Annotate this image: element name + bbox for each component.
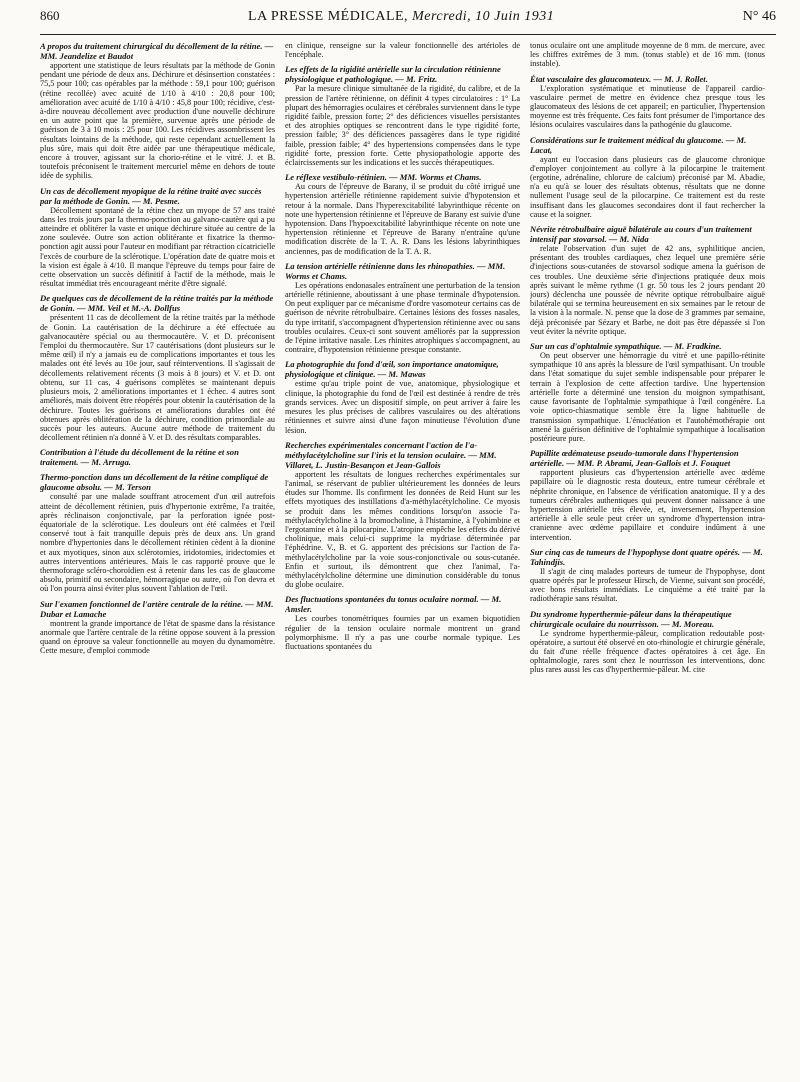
article-title: Du syndrome hyperthermie-pâleur dans la thérapeutique chirurgicale oculaire du nourrisson. — M. Moreau. [530, 608, 732, 629]
column-3 [530, 41, 765, 1081]
article-text: présentent 11 cas de décollement de la rétine traités par la méthode de Gonin. La cautérisation de la déchirure a été effectuée au galvanocautère spécial ou au thermocautère. V. et D. préconisent l'emploi du thermocautère. Sur 17 cautérisations (dont plusieurs sur le même œil) il n'y a jamais eu de complications importantes et tous les malades ont été levés au 10e jour, sauf réinterventions. Il s'agissait de décollements relativement récents (3 mois à 8 jours) et V. et D. ont obtenu, sur 11 cas, 4 guérisons complètes se maintenant depuis plusieurs mois, 2 améliorations importantes et 1 échec. 4 autres sont améliorés, mais doivent être réopérés pour obtenir la cautérisation de la déchirure. Toutes les guérisons et améliorations durables ont été obtenues après oblitération de la déchirure, condition primordiale au succès pour les auteurs. Aucune autre méthode de traitement du décollement rétinien n'a donné à V. et D. des résultats comparables. [40, 313, 275, 443]
article-title: Les effets de la rigidité artérielle sur la circulation rétinienne physiologique et pathologique. — M. Fritz. [285, 64, 501, 85]
article-text: ayant eu l'occasion dans plusieurs cas de glaucome chronique d'employer conjointement au collyre à la pilocarpine le traitement (ergotine, adrénaline, chlorure de calcium) préconisé par M. Abadie, n'a eu qu'à se louer des résultats obtenus, résultats que ne donne nullement l'usage seul de la pilocarpine. Ce traitement est du reste insuffisant dans les glaucomes secondaires dont il faut rechercher la cause et la soigner. [530, 154, 765, 219]
article-title: La photographie du fond d'œil, son importance anatomique, physiologique et clinique. — M. Mawas [285, 359, 499, 380]
article-title: La tension artérielle rétinienne dans les rhinopathies. — MM. Worms et Chams. [285, 260, 506, 281]
article [285, 41, 520, 59]
article-text: L'exploration systématique et minutieuse de l'appareil cardio-vasculaire permet de mettre en évidence chez presque tous les glaucomateux des lésions de cet appareil; en particulier, l'hypertension moyenne est très fréquente. Ces faits font présumer de l'importance des lésions oculaires vasculaires dans la pathogénie du glaucome. [530, 83, 765, 130]
article [285, 359, 520, 434]
article-text: consulté par une malade souffrant atrocement d'un œil autrefois atteint de décollement rétinien, puis d'hypertonie extrême, l'a traitée, après réclinaison conjonctivale, par la perforation ignée post-équatoriale de la sclérotique. Les douleurs ont été calmées et l'œil conservé tout à fait tranquille depuis près de deux ans. Un grand nombre d'hypertonies dans le décollement rétinien cèdent à la dionine et aux myotiques, sinon aux sclérotomies, iridotomies, iridectomies et autres interventions antérieures. Mais le cas rapporté prouve que le thermoforage scléro-choroïdien est à retenir dans les cas de glaucome absolu, primitif ou secondaire, hémorragique ou autre, où l'on devra et où l'on pourra ainsi éviter plus souvent l'ablation de l'œil. [40, 492, 275, 594]
article-title: Un cas de décollement myopique de la rétine traité avec succès par la méthode de Gonin. — M. Pesme. [40, 185, 262, 206]
article [285, 594, 520, 651]
article [40, 472, 275, 593]
article-text: montrent la grande importance de l'état de spasme dans la résistance anormale que l'artère centrale de la rétine oppose souvent à la pression quand on éprouve sa valeur fonctionnelle au moyen du dynamomètre. Cette mesure, d'emploi commode [40, 618, 275, 656]
article-title: Thermo-ponction dans un décollement de la rétine compliqué de glaucome absolu. — M. Terson [40, 472, 269, 493]
article-title: Contribution à l'étude du décollement de la rétine et son traitement. — M. Arruga. [40, 447, 239, 468]
article-title: Sur cinq cas de tumeurs de l'hypophyse dont quatre opérés. — M. Tahindjis. [530, 546, 763, 567]
article-title: A propos du traitement chirurgical du décollement de la rétine. — MM. Jeandelize et Baudot [40, 41, 274, 61]
article [285, 261, 520, 355]
article [530, 41, 765, 69]
article-text: Au cours de l'épreuve de Barany, il se produit du côté irrigué une hypertension artérielle rétinienne rapidement suivie d'hypotension et retour à la normale. Dans l'hyperexcitabilité labyrinthique récente on note une hypertension rétinienne et l'épreuve de Barany est suivie d'une hypotension. Dans l'hypoexcitabilité labyrinthique récente on note une hypertension rétinienne et l'épreuve de Barany n'entraîne qu'une modification discrète de la T. A. R. Dans les lésions labyrinthiques anciennes, pas de modification de la T. A. R. [285, 182, 520, 256]
article-title: Névrite rétrobulbaire aiguë bilatérale au cours d'un traitement intensif par stovarsol. — M. Nida [530, 224, 752, 245]
article [285, 64, 520, 167]
article-title: Recherches expérimentales concernant l'action de l'a-méthylacétylcholine sur l'iris et la tension oculaire. — MM. Villaret, L. Justin-Besançon et Jean-Gallois [285, 439, 497, 470]
article-title: De quelques cas de décollement de la rétine traités par la méthode de Gonin. — MM. Veil et M.-A. Dollfus [40, 293, 274, 314]
article [530, 74, 765, 130]
article-text: Les opérations endonasales entraînent une perturbation de la tension artérielle rétinienne, aboutissant à une phase terminale d'hypotension. On peut expliquer par ce mécanisme d'ordre vasomoteur certains cas de guérison de névrite rétrobulbaire. Certaines lésions des fosses nasales, du type irritatif, s'accompagnent d'hypertension rétinienne avec ou sans troubles oculaires. Ceux-ci sont souvent améliorés par la suppression de l'épine irritative nasale. Les rhinites atrophiques s'accompagnent, au contraire, d'hypotension rétinienne presque constante. [285, 280, 520, 355]
article-text: Décollement spontané de la rétine chez un myope de 57 ans traité dans les trois jours par la thermo-ponction au galvano-cautère qui a pu atteindre et oblitérer la vaste et unique déchirure située au centre de la zone soulevée. Outre son action oblitérante et fixatrice la thermo-ponction agit aussi pour l'auteur en modifiant par rétraction cicatricielle l'excès de courbure de la sclérotique. L'opération date de quatre mois et la vision est égale à 4/10. Il manque l'épreuve du temps pour faire de cette observation un succès définitif à l'actif de la méthode, mais le résultat immédiat très encourageant mérite d'être signalé. [40, 205, 275, 289]
article [285, 440, 520, 590]
article-text: estime qu'au triple point de vue, anatomique, physiologique et clinique, la photographie du fond de l'œil est destinée à rendre de très grands services. Avec un dispositif simple, on peut arriver à faire les mesures les plus précises de calibres vasculaires ou des altérations rétiniennes et suivre ainsi d'une façon minutieuse l'évolution d'une lésion. [285, 379, 520, 435]
header-rule [40, 34, 776, 35]
article [40, 186, 275, 289]
article-title: Considérations sur le traitement médical du glaucome. — M. Lacat, [530, 134, 747, 155]
columns [40, 41, 776, 1081]
issue-number: N° 46 [742, 9, 776, 24]
article-title: Des fluctuations spontanées du tonus oculaire normal. — M. Amsler. [285, 594, 502, 615]
article-text: tonus oculaire ont une amplitude moyenne de 8 mm. de mercure, avec les chiffres extrêmes de 3 mm. (tonus stable) et de 16 mm. (tonus instable). [530, 41, 765, 69]
article-text: apportent les résultats de longues recherches expérimentales sur l'animal, se réservant de publier ultérieurement les données de leurs études sur l'homme. Ils confirment les données de Reid Hunt sur les effets myotiques des instillations d'a-méthylacétylcholine. Ce myosis se produit dans les mêmes conditions lorsqu'on associe l'a-méthylacétylcholine à la bromocholine, à l'histamine, à l'yohimbine et l'ergotamine et à la pilocarpine. L'atropine empêche les effets du dérivé cholinique, mais celui-ci supprime la mydriase déterminée par l'éphédrine. V., B. et G. apportent des précisions sur l'action de l'a-méthylacétylcholine par la voie sous-conjonctivale ou sous-cutanée. Enfin et surtout, ils démontrent que chez l'animal, l'a-méthylacétylcholine détermine une diminution considérable du tonus du globe oculaire. [285, 469, 520, 590]
article-text: Il s'agit de cinq malades porteurs de tumeur de l'hypophyse, dont quatre opérés par le professeur Hirsch, de Vienne, suivant son procédé, avec bons résultats immédiats. Le cinquième a été traité par la radiothérapie sans résultat. [530, 566, 765, 604]
article [40, 41, 275, 181]
article [40, 599, 275, 656]
article-title: Sur l'examen fonctionnel de l'artère centrale de la rétine. — MM. Dubar et Lamache [40, 598, 274, 619]
article [40, 447, 275, 467]
running-header [40, 8, 776, 30]
article [530, 341, 765, 443]
journal-name: LA PRESSE MÉDICALE, [248, 9, 409, 24]
page-number: 860 [40, 8, 60, 23]
article [530, 224, 765, 336]
article-title: Papillite œdémateuse pseudo-tumorale dans l'hypertension artérielle. — MM. P. Abrami, Jean-Gallois et J. Fouquet [530, 448, 739, 469]
article-text: Les courbes tonométriques fournies par un examen biquotidien régulier de la tension oculaire normale montrent un grand polymorphisme. Il n'y a pas une courbe normale typique. Les fluctuations spontanées du [285, 614, 520, 651]
article [530, 448, 765, 542]
article-title: Le réflexe vestibulo-rétinien. — MM. Worms et Chams. [285, 172, 482, 183]
article-text: relate l'observation d'un sujet de 42 ans, syphilitique ancien, présentant des troubles cardiaques, chez lequel une première série d'injections sous-cutanées de stovarsol sodique amena la guérison de ces troubles. Une deuxième série d'injections pratiquée deux mois après suivant le même rythme (1 gr. 50 tous les 2 jours pendant 20 jours) déclencha une poussée de névrite optique rétrobulbaire aiguë bilatérale qui se termina heureusement en six semaines par le retour de la vision à la normale. N. pense que la dose de 3 grammes par semaine, déjà préconisée par Sézary et Barbe, ne doit pas être dépassée si l'on veut éviter la névrite optique. [530, 244, 765, 336]
article [530, 135, 765, 219]
article-text: apportent une statistique de leurs résultats par la méthode de Gonin pendant une période de deux ans. Déchirure et désinsertion constatées : 75,5 pour 100; cas opérables par la méthode : 59,1 pour 100; guérison (rétine recollée) avec acuité de 1/10 à 4/10 : 20,8 pour 100; amélioration avec acuité de 1/10 à 4/10 : 45,8 pour 100; récidive, c'est-à-dire nouveau décollement avec production d'une nouvelle déchirure en un autre point que la première, survenue après une période de guérison de 3 à 10 mois : 25 pour 100. Les récidives assombrissent les résultats lointains de la méthode, qui reste cependant actuellement la plus sûre, mais qui doit être aidée par une thérapeutique médicale, encore à trouver, agissant sur la chorio-rétine et le vitré. J. et B. toutefois préconisent le traitement mercuriel même en dehors de toute idée de syphilis. [40, 61, 275, 181]
article-text: Le syndrome hyperthermie-pâleur, complication redoutable post-opératoire, a surtout été observé en oto-rhinologie et chirurgie générale, du fait d'une réelle fréquence d'actes opératoires à cet âge. En ophtalmologie, rares sont chez le nourrisson les interventions, donc plus rares aussi les cas d'hyperthermie-pâleur. M. cite [530, 628, 765, 675]
article-title: État vasculaire des glaucomateux. — M. J. Rollet. [530, 73, 708, 84]
journal-title [248, 9, 554, 25]
article-text: Par la mesure clinique simultanée de la rigidité, du calibre, et de la pression de l'artère rétinienne, on définit 4 types circulatoires : 1° La plupart des hémorragies oculaires et cérébrales surviennent dans le type rigidité faible, pression forte; 2° des déficiences visuelles persistantes et des atrophies optiques se rencontrent dans le type rigidité forte, pression faible; 3° des déficiences passagères dans le type rigidité faible, pression faible; 4° des hypertensions compensées dans le type rigidité forte, pression forte. Cette physiopathologie apporte des éclaircissements sur les indications et les succès thérapeutiques. [285, 84, 520, 168]
article [285, 172, 520, 256]
article [530, 609, 765, 675]
article-text: rapportent plusieurs cas d'hypertension artérielle avec œdème papillaire où le diagnostic resta douteux, entre tumeur cérébrale et néphrite chronique, en l'absence de vérification anatomique. Il y a des tumeurs cérébrales authentiques qui peuvent donner naissance à une hypertension artérielle très élevée, et, inversement, l'hypertension artérielle à elle seule peut créer un syndrome d'hypertension intra-cranienne avec œdème papillaire et conduire indûment à une intervention. [530, 468, 765, 542]
article-text: en clinique, renseigne sur la valeur fonctionnelle des artérioles de l'encéphale. [285, 41, 520, 60]
article-title: Sur un cas d'ophtalmie sympathique. — M. Fradkine. [530, 341, 722, 352]
issue-date: Mercredi, 10 Juin 1931 [412, 9, 555, 24]
column-2 [285, 41, 520, 1081]
article [40, 293, 275, 442]
article [530, 547, 765, 604]
column-1 [40, 41, 275, 1081]
article-text: On peut observer une hémorragie du vitré et une papillo-rétinite sympathique 10 ans après la blessure de l'œil sympathisant. Un trouble dans l'état somatique du sujet semble indispensable pour préparer le terrain à l'explosion de cette affection tardive. Une hypertension artérielle forte a déterminé une tension du moignon sympathisant, cause favorisante de l'ophtalmie sympathique à l'œil congénère. La voie optico-chiasmatique semble être la ligne habituelle de transmission sympathique. L'énucléation et l'autohémothérapie ont amené la guérison définitive de l'ophtalmie sympathique à localisation postérieure pure. [530, 351, 765, 443]
